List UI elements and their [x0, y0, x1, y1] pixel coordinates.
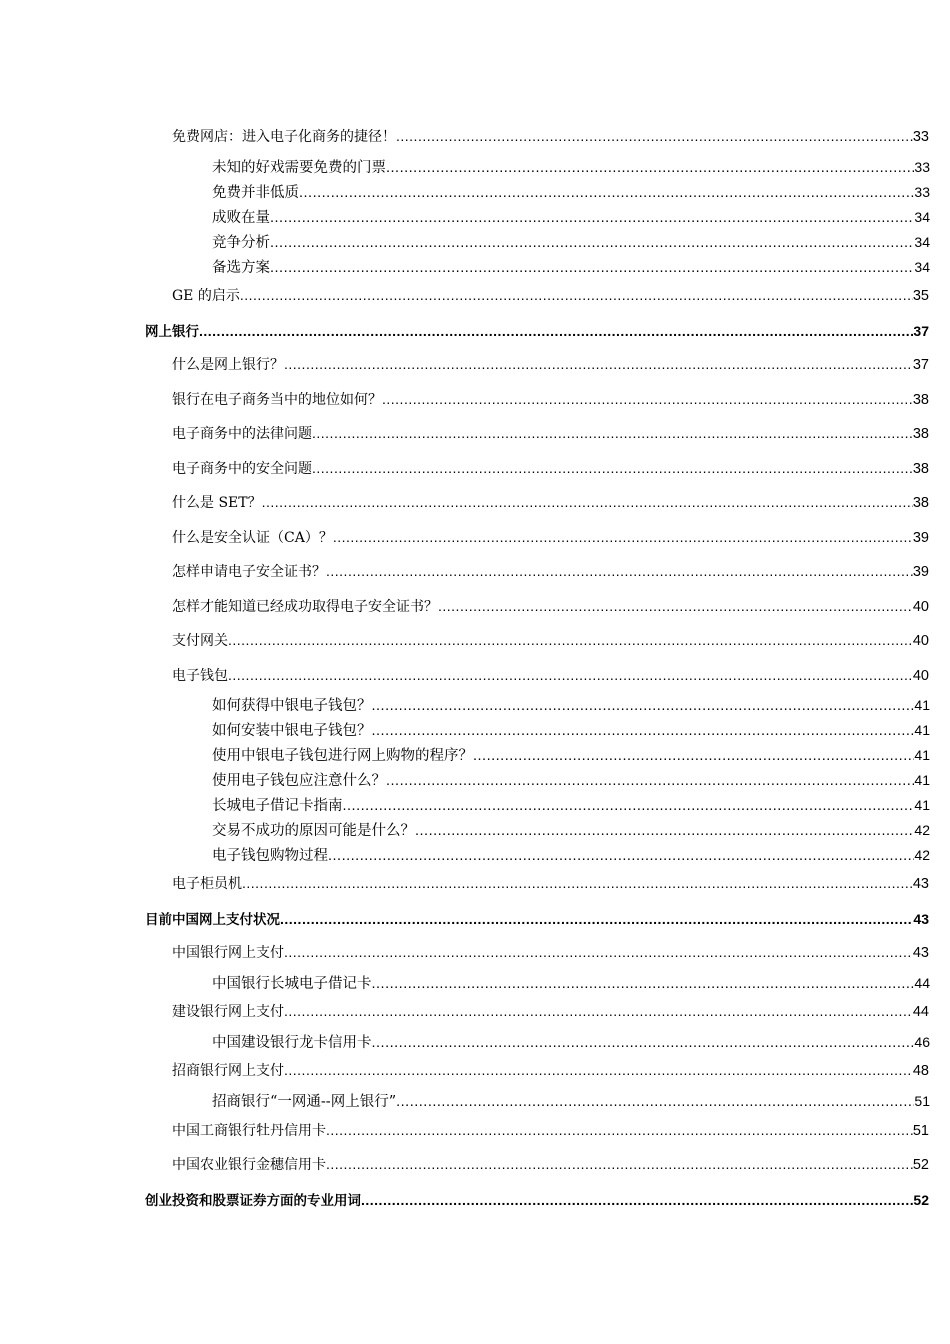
- toc-entry-title: 电子钱包: [172, 668, 228, 684]
- toc-entry-title: 竞争分析: [212, 235, 270, 251]
- toc-entry[interactable]: [145, 908, 929, 930]
- toc-entry-page: 38: [912, 392, 929, 408]
- dot-leader: [262, 494, 913, 510]
- dot-leader: [240, 287, 913, 303]
- toc-entry-page: 41: [914, 747, 930, 763]
- toc-entry-title: 备选方案: [212, 260, 270, 276]
- dot-leader: [312, 425, 913, 441]
- toc-entry[interactable]: [212, 156, 930, 178]
- toc-entry-title: 免费网店：进入电子化商务的捷径！: [172, 129, 396, 145]
- dot-leader: [199, 323, 913, 339]
- toc-entry-title: 什么是安全认证（CA）？: [172, 530, 333, 546]
- toc-entry-title: 电子商务中的安全问题: [172, 461, 312, 477]
- toc-entry[interactable]: [172, 423, 929, 445]
- toc-entry-page: 42: [914, 847, 930, 863]
- dot-leader: [382, 391, 913, 407]
- toc-entry-title: 免费并非低质: [212, 185, 299, 201]
- dot-leader: [270, 260, 914, 276]
- dot-leader: [326, 1156, 913, 1172]
- dot-leader: [284, 356, 913, 372]
- toc-entry-page: 48: [912, 1063, 929, 1079]
- dot-leader: [415, 823, 914, 839]
- dot-leader: [242, 875, 913, 891]
- dot-leader: [343, 798, 915, 814]
- dot-leader: [284, 1003, 913, 1019]
- toc-entry-title: 目前中国网上支付状况: [145, 912, 280, 928]
- toc-entry-page: 52: [912, 1157, 929, 1173]
- dot-leader: [326, 1122, 913, 1138]
- toc-entry-title: 网上银行: [145, 324, 199, 340]
- toc-entry-title: 交易不成功的原因可能是什么？: [212, 823, 415, 839]
- toc-entry-page: 46: [914, 1034, 930, 1050]
- toc-entry[interactable]: [172, 389, 929, 411]
- toc-entry-title: 建设银行网上支付: [172, 1004, 284, 1020]
- toc-entry[interactable]: [145, 1189, 929, 1211]
- toc-entry[interactable]: [172, 354, 929, 376]
- toc-entry-page: 34: [914, 209, 930, 225]
- toc-entry-title: 长城电子借记卡指南: [212, 798, 343, 814]
- toc-entry-title: 电子钱包购物过程: [212, 848, 328, 864]
- toc-entry-page: 40: [912, 668, 929, 684]
- toc-entry-page: 38: [912, 426, 929, 442]
- toc-entry[interactable]: [172, 1060, 929, 1082]
- toc-entry-title: 电子柜员机: [172, 876, 242, 892]
- toc-entry[interactable]: [172, 492, 929, 514]
- dot-leader: [228, 632, 913, 648]
- toc-entry-page: 37: [913, 323, 929, 339]
- toc-entry[interactable]: [172, 630, 929, 652]
- dot-leader: [396, 1094, 914, 1110]
- toc-entry-title: 如何获得中银电子钱包？: [212, 698, 372, 714]
- toc-entry[interactable]: [212, 719, 930, 741]
- toc-entry-title: 银行在电子商务当中的地位如何？: [172, 392, 382, 408]
- toc-entry-page: 33: [914, 159, 930, 175]
- dot-leader: [280, 911, 913, 927]
- toc-entry[interactable]: [212, 769, 930, 791]
- toc-entry-page: 41: [914, 772, 930, 788]
- toc-entry[interactable]: [212, 1031, 930, 1053]
- dot-leader: [438, 598, 913, 614]
- toc-entry-title: 使用电子钱包应注意什么？: [212, 773, 386, 789]
- dot-leader: [372, 976, 915, 992]
- dot-leader: [270, 210, 914, 226]
- toc-entry-title: GE 的启示: [172, 288, 240, 304]
- dot-leader: [473, 748, 914, 764]
- toc-entry-title: 中国工商银行牡丹信用卡: [172, 1123, 326, 1139]
- dot-leader: [396, 128, 913, 144]
- toc-entry-title: 中国银行长城电子借记卡: [212, 976, 372, 992]
- toc-entry[interactable]: [172, 596, 929, 618]
- toc-entry-title: 支付网关: [172, 633, 228, 649]
- toc-entry[interactable]: [172, 285, 929, 307]
- toc-entry-page: 40: [912, 599, 929, 615]
- toc-entry[interactable]: [212, 181, 930, 203]
- toc-entry-page: 35: [912, 288, 929, 304]
- toc-entry-page: 33: [912, 129, 929, 145]
- toc-entry-title: 中国建设银行龙卡信用卡: [212, 1035, 372, 1051]
- toc-entry[interactable]: [172, 561, 929, 583]
- toc-entry-title: 怎样才能知道已经成功取得电子安全证书？: [172, 599, 438, 615]
- toc-entry-page: 41: [914, 722, 930, 738]
- dot-leader: [326, 563, 913, 579]
- toc-entry-page: 44: [912, 1004, 929, 1020]
- toc-entry-title: 如何安装中银电子钱包？: [212, 723, 372, 739]
- toc-entry[interactable]: [212, 819, 930, 841]
- dot-leader: [372, 698, 915, 714]
- toc-entry-title: 电子商务中的法律问题: [172, 426, 312, 442]
- toc-entry-title: 招商银行“一网通--网上银行”: [212, 1094, 397, 1110]
- toc-entry-page: 33: [914, 184, 930, 200]
- toc-entry-title: 未知的好戏需要免费的门票: [212, 160, 386, 176]
- toc-entry[interactable]: [212, 972, 930, 994]
- toc-entry-title: 中国农业银行金穗信用卡: [172, 1157, 326, 1173]
- toc-entry-title: 怎样申请电子安全证书？: [172, 564, 326, 580]
- toc-entry-title: 什么是 SET？: [172, 495, 262, 511]
- dot-leader: [284, 1062, 913, 1078]
- toc-entry-page: 42: [914, 822, 930, 838]
- toc-entry-page: 43: [912, 945, 929, 961]
- dot-leader: [228, 667, 913, 683]
- toc-entry-page: 41: [914, 697, 930, 713]
- toc-entry[interactable]: [172, 527, 929, 549]
- toc-entry[interactable]: [172, 458, 929, 480]
- toc-entry-page: 41: [914, 797, 930, 813]
- toc-entry[interactable]: [172, 942, 929, 964]
- toc-entry[interactable]: [172, 126, 929, 148]
- toc-entry-page: 44: [914, 975, 930, 991]
- toc-entry[interactable]: [212, 794, 930, 816]
- dot-leader: [386, 160, 914, 176]
- toc-entry[interactable]: [172, 1120, 929, 1142]
- toc-entry-title: 招商银行网上支付: [172, 1063, 284, 1079]
- dot-leader: [299, 185, 914, 201]
- dot-leader: [284, 944, 913, 960]
- dot-leader: [270, 235, 914, 251]
- toc-entry-page: 34: [914, 234, 930, 250]
- toc-entry[interactable]: [212, 256, 930, 278]
- toc-entry-page: 52: [913, 1192, 929, 1208]
- toc-entry[interactable]: [212, 844, 930, 866]
- toc-entry[interactable]: [212, 1090, 930, 1112]
- toc-entry-page: 43: [912, 876, 929, 892]
- dot-leader: [372, 1035, 915, 1051]
- toc-entry-page: 34: [914, 259, 930, 275]
- toc-entry[interactable]: [212, 206, 930, 228]
- toc-entry[interactable]: [172, 665, 929, 687]
- toc-entry-page: 51: [914, 1093, 930, 1109]
- toc-entry[interactable]: [145, 320, 929, 342]
- dot-leader: [333, 529, 913, 545]
- dot-leader: [372, 723, 915, 739]
- toc-entry-title: 创业投资和股票证券方面的专业用词: [145, 1193, 361, 1209]
- toc-entry-page: 39: [912, 530, 929, 546]
- toc-entry-title: 使用中银电子钱包进行网上购物的程序？: [212, 748, 473, 764]
- toc-entry-page: 43: [913, 911, 929, 927]
- dot-leader: [312, 460, 913, 476]
- toc-entry-page: 37: [912, 357, 929, 373]
- toc-entry[interactable]: [172, 1154, 929, 1176]
- toc-entry[interactable]: [172, 873, 929, 895]
- toc-entry-page: 51: [912, 1123, 929, 1139]
- toc-entry-page: 38: [912, 495, 929, 511]
- toc-entry-page: 38: [912, 461, 929, 477]
- toc-entry-title: 什么是网上银行？: [172, 357, 284, 373]
- toc-entry-title: 成败在量: [212, 210, 270, 226]
- toc-entry-page: 39: [912, 564, 929, 580]
- dot-leader: [386, 773, 914, 789]
- toc-entry[interactable]: [212, 744, 930, 766]
- toc-entry[interactable]: [212, 231, 930, 253]
- dot-leader: [361, 1192, 913, 1208]
- toc-entry[interactable]: [172, 1001, 929, 1023]
- dot-leader: [328, 848, 914, 864]
- toc-entry-title: 中国银行网上支付: [172, 945, 284, 961]
- toc-entry[interactable]: [212, 694, 930, 716]
- toc-entry-page: 40: [912, 633, 929, 649]
